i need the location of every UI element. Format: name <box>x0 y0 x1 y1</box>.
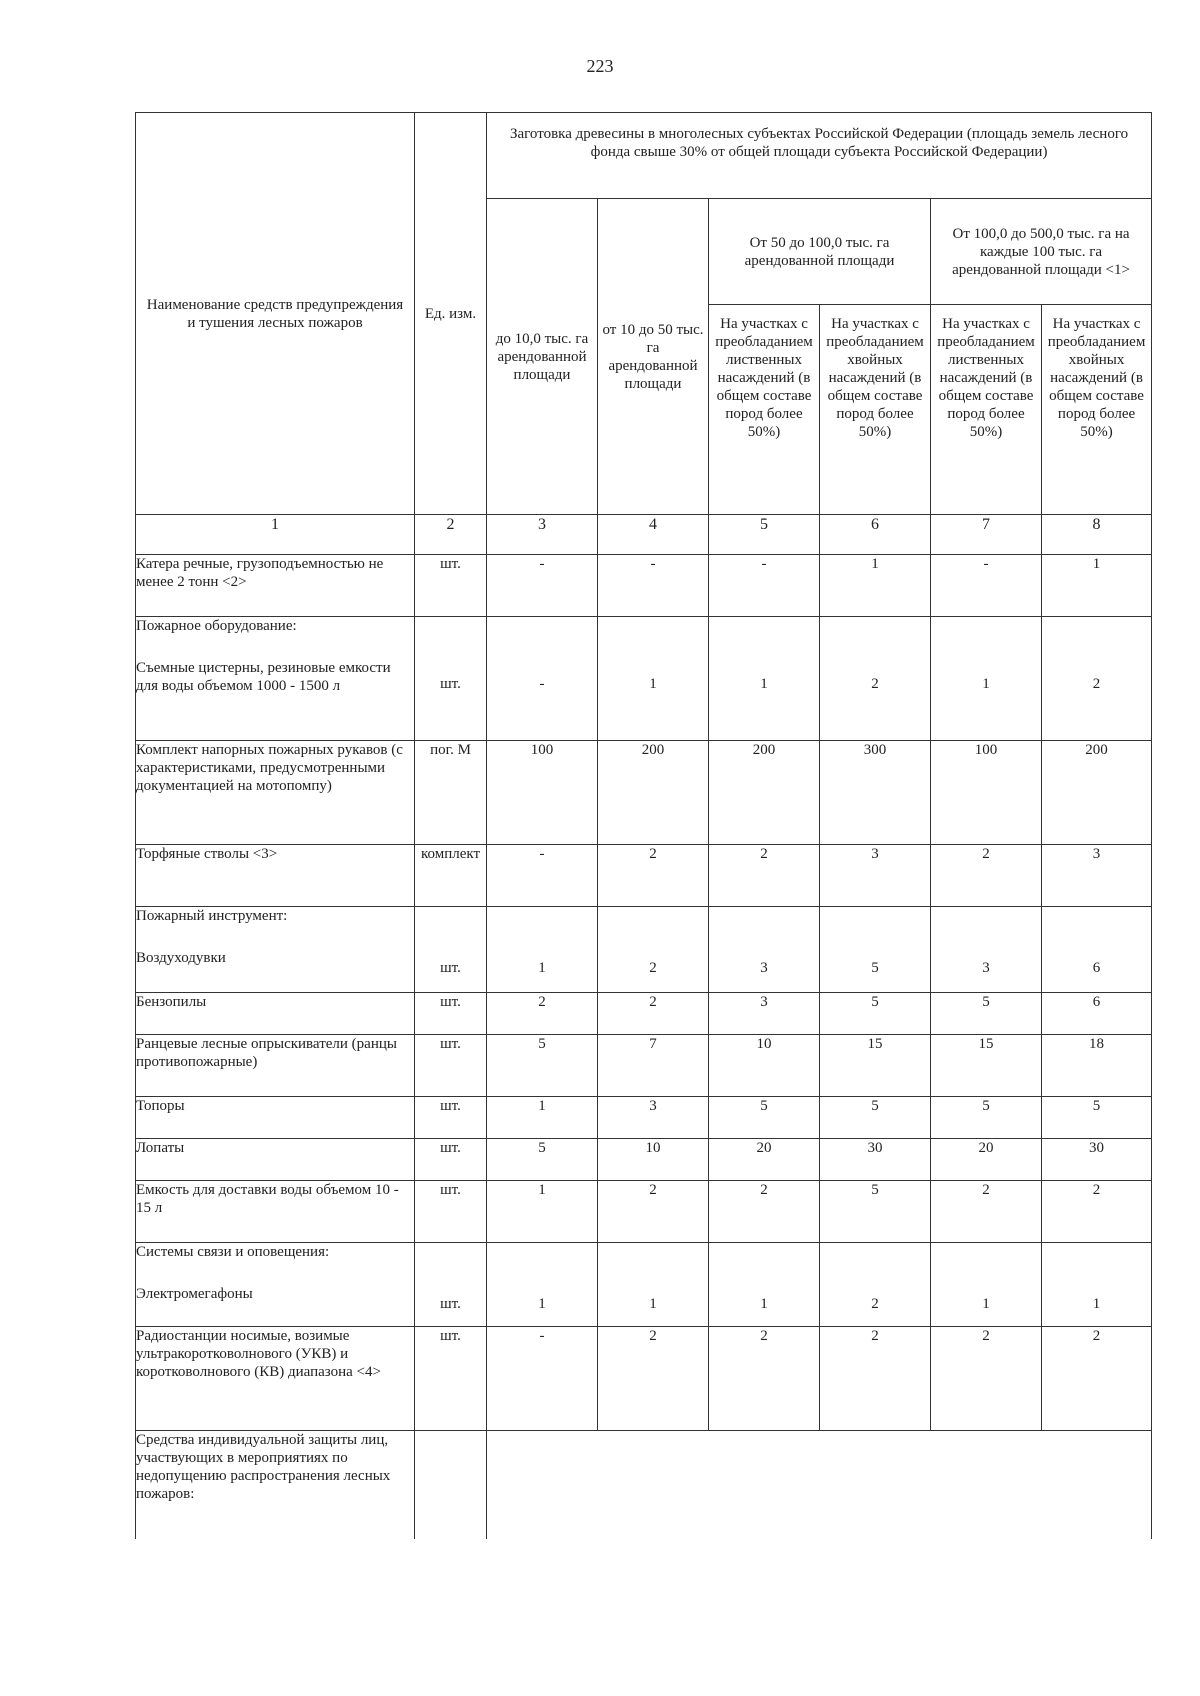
row-value: 1 <box>931 617 1042 741</box>
row-unit: шт. <box>415 907 487 993</box>
row-value: 3 <box>598 1097 709 1139</box>
row-value: 5 <box>709 1097 820 1139</box>
row-value: 5 <box>820 1097 931 1139</box>
row-value: 7 <box>598 1035 709 1097</box>
table-row <box>136 741 1152 845</box>
table-row <box>136 1097 1152 1139</box>
row-value: 1 <box>1042 1243 1152 1327</box>
table-row <box>136 1181 1152 1243</box>
header-group-title: Заготовка древесины в многолесных субъектах Российской Федерации (площадь земель лесного фонда свыше 30% от общей площади субъекта Российской Федерации) <box>487 113 1152 199</box>
table-row <box>136 907 1152 993</box>
row-value: 1 <box>598 1243 709 1327</box>
row-value: 20 <box>931 1139 1042 1181</box>
row-value: 2 <box>820 617 931 741</box>
row-value: - <box>487 617 598 741</box>
row-label: Бензопилы <box>136 993 415 1035</box>
row-value: 1 <box>931 1243 1042 1327</box>
row-value: 3 <box>820 845 931 907</box>
row-value: 2 <box>709 1327 820 1431</box>
row-value: - <box>487 845 598 907</box>
row-value: 2 <box>709 1181 820 1243</box>
row-value: 200 <box>1042 741 1152 845</box>
row-unit: шт. <box>415 1097 487 1139</box>
column-number: 2 <box>415 515 487 555</box>
row-value: 3 <box>709 907 820 993</box>
row-unit: шт. <box>415 1327 487 1431</box>
table-row <box>136 1139 1152 1181</box>
row-label: Ранцевые лесные опрыскиватели (ранцы противопожарные) <box>136 1035 415 1097</box>
row-value: 6 <box>1042 993 1152 1035</box>
table-row <box>136 993 1152 1035</box>
header-up-to-10: до 10,0 тыс. га арендованной площади <box>487 199 598 515</box>
row-value: 3 <box>709 993 820 1035</box>
row-unit: шт. <box>415 993 487 1035</box>
row-label: Топоры <box>136 1097 415 1139</box>
row-value: 100 <box>931 741 1042 845</box>
row-value: 2 <box>598 993 709 1035</box>
header-row-1 <box>136 113 1152 199</box>
row-value: 200 <box>709 741 820 845</box>
row-unit: шт. <box>415 1035 487 1097</box>
table-row-partial <box>136 1431 1152 1539</box>
row-unit: шт. <box>415 1243 487 1327</box>
table-row <box>136 1243 1152 1327</box>
row-value: - <box>487 1327 598 1431</box>
header-100-to-500: От 100,0 до 500,0 тыс. га на каждые 100 тыс. га арендованной площади <1> <box>931 199 1152 305</box>
header-50-to-100: От 50 до 100,0 тыс. га арендованной площади <box>709 199 931 305</box>
row-merged-values <box>487 1431 1152 1539</box>
row-value: 10 <box>709 1035 820 1097</box>
row-value: 2 <box>598 907 709 993</box>
row-value: 1 <box>487 1097 598 1139</box>
table-row <box>136 1035 1152 1097</box>
row-value: 3 <box>1042 845 1152 907</box>
row-unit: пог. М <box>415 741 487 845</box>
row-label: Съемные цистерны, резиновые емкости для воды объемом 1000 - 1500 л <box>136 660 391 694</box>
row-value: 3 <box>931 907 1042 993</box>
row-value: 5 <box>931 1097 1042 1139</box>
row-value: - <box>709 555 820 617</box>
row-unit: шт. <box>415 1181 487 1243</box>
row-label: Емкость для доставки воды объемом 10 - 15 л <box>136 1181 415 1243</box>
table-row <box>136 1327 1152 1431</box>
header-50-100-deciduous: На участках с преобладанием лиственных насаждений (в общем составе пород более 50%) <box>709 305 820 515</box>
row-value: 2 <box>931 1327 1042 1431</box>
table-row <box>136 555 1152 617</box>
header-100-500-conifer: На участках с преобладанием хвойных насаждений (в общем составе пород более 50%) <box>1042 305 1152 515</box>
row-unit: шт. <box>415 617 487 741</box>
row-value: 100 <box>487 741 598 845</box>
row-label: Катера речные, грузоподъемностью не менее 2 тонн <2> <box>136 555 415 617</box>
row-value: 2 <box>487 993 598 1035</box>
row-value: 2 <box>1042 1181 1152 1243</box>
row-value: 1 <box>820 555 931 617</box>
column-number: 6 <box>820 515 931 555</box>
row-value: - <box>931 555 1042 617</box>
row-value: 2 <box>709 845 820 907</box>
row-value: 5 <box>820 907 931 993</box>
column-number: 5 <box>709 515 820 555</box>
row-value: 30 <box>820 1139 931 1181</box>
category-title: Пожарное оборудование: <box>136 618 297 634</box>
page-number: 223 <box>586 56 614 76</box>
category-title: Системы связи и оповещения: <box>136 1244 330 1260</box>
row-value: 1 <box>598 617 709 741</box>
column-number: 3 <box>487 515 598 555</box>
header-name-cell: Наименование средств предупреждения и тушения лесных пожаров <box>136 113 415 515</box>
row-label: Воздуходувки <box>136 950 226 966</box>
row-unit: шт. <box>415 1139 487 1181</box>
column-number: 8 <box>1042 515 1152 555</box>
row-unit: шт. <box>415 555 487 617</box>
table-row <box>136 845 1152 907</box>
row-value: 5 <box>931 993 1042 1035</box>
row-label: Радиостанции носимые, возимые ультракоротковолнового (УКВ) и коротковолнового (КВ) диапазона <4> <box>136 1327 415 1431</box>
row-label-cell <box>136 617 415 741</box>
row-label: Торфяные стволы <3> <box>136 845 415 907</box>
row-value: 1 <box>487 907 598 993</box>
row-value: 15 <box>820 1035 931 1097</box>
row-value: 2 <box>931 1181 1042 1243</box>
row-value: 1 <box>709 617 820 741</box>
column-number-row <box>136 515 1152 555</box>
header-10-to-50: от 10 до 50 тыс. га арендованной площади <box>598 199 709 515</box>
header-unit-cell: Ед. изм. <box>415 113 487 515</box>
row-value: 2 <box>1042 1327 1152 1431</box>
row-value: 5 <box>1042 1097 1152 1139</box>
row-value: 2 <box>598 845 709 907</box>
row-value: 1 <box>487 1181 598 1243</box>
fire-equipment-table <box>135 112 1152 1539</box>
row-value: 300 <box>820 741 931 845</box>
row-value: 2 <box>820 1327 931 1431</box>
row-value: 5 <box>820 993 931 1035</box>
row-label: Комплект напорных пожарных рукавов (с характеристиками, предусмотренными документацией на мотопомпу) <box>136 741 415 845</box>
row-value: 20 <box>709 1139 820 1181</box>
row-value: 6 <box>1042 907 1152 993</box>
row-value: - <box>487 555 598 617</box>
column-number: 1 <box>136 515 415 555</box>
header-100-500-deciduous: На участках с преобладанием лиственных насаждений (в общем составе пород более 50%) <box>931 305 1042 515</box>
row-value: 15 <box>931 1035 1042 1097</box>
row-value: 5 <box>487 1035 598 1097</box>
row-value: 2 <box>820 1243 931 1327</box>
row-value: 2 <box>598 1327 709 1431</box>
header-50-100-conifer: На участках с преобладанием хвойных насаждений (в общем составе пород более 50%) <box>820 305 931 515</box>
row-value: 1 <box>487 1243 598 1327</box>
row-unit: комплект <box>415 845 487 907</box>
row-value: 1 <box>709 1243 820 1327</box>
row-value: 5 <box>487 1139 598 1181</box>
row-value: 2 <box>598 1181 709 1243</box>
row-label: Электромегафоны <box>136 1286 253 1302</box>
row-label-cell <box>136 1243 415 1327</box>
table-row <box>136 617 1152 741</box>
row-unit <box>415 1431 487 1539</box>
column-number: 7 <box>931 515 1042 555</box>
row-value: 5 <box>820 1181 931 1243</box>
category-title: Пожарный инструмент: <box>136 908 288 924</box>
row-value: 200 <box>598 741 709 845</box>
row-value: 1 <box>1042 555 1152 617</box>
row-value: - <box>598 555 709 617</box>
row-label: Лопаты <box>136 1139 415 1181</box>
row-value: 18 <box>1042 1035 1152 1097</box>
row-value: 2 <box>1042 617 1152 741</box>
column-number: 4 <box>598 515 709 555</box>
row-value: 30 <box>1042 1139 1152 1181</box>
row-value: 10 <box>598 1139 709 1181</box>
row-label-cell <box>136 907 415 993</box>
row-label: Средства индивидуальной защиты лиц, участвующих в мероприятиях по недопущению распространения лесных пожаров: <box>136 1431 415 1539</box>
row-value: 2 <box>931 845 1042 907</box>
